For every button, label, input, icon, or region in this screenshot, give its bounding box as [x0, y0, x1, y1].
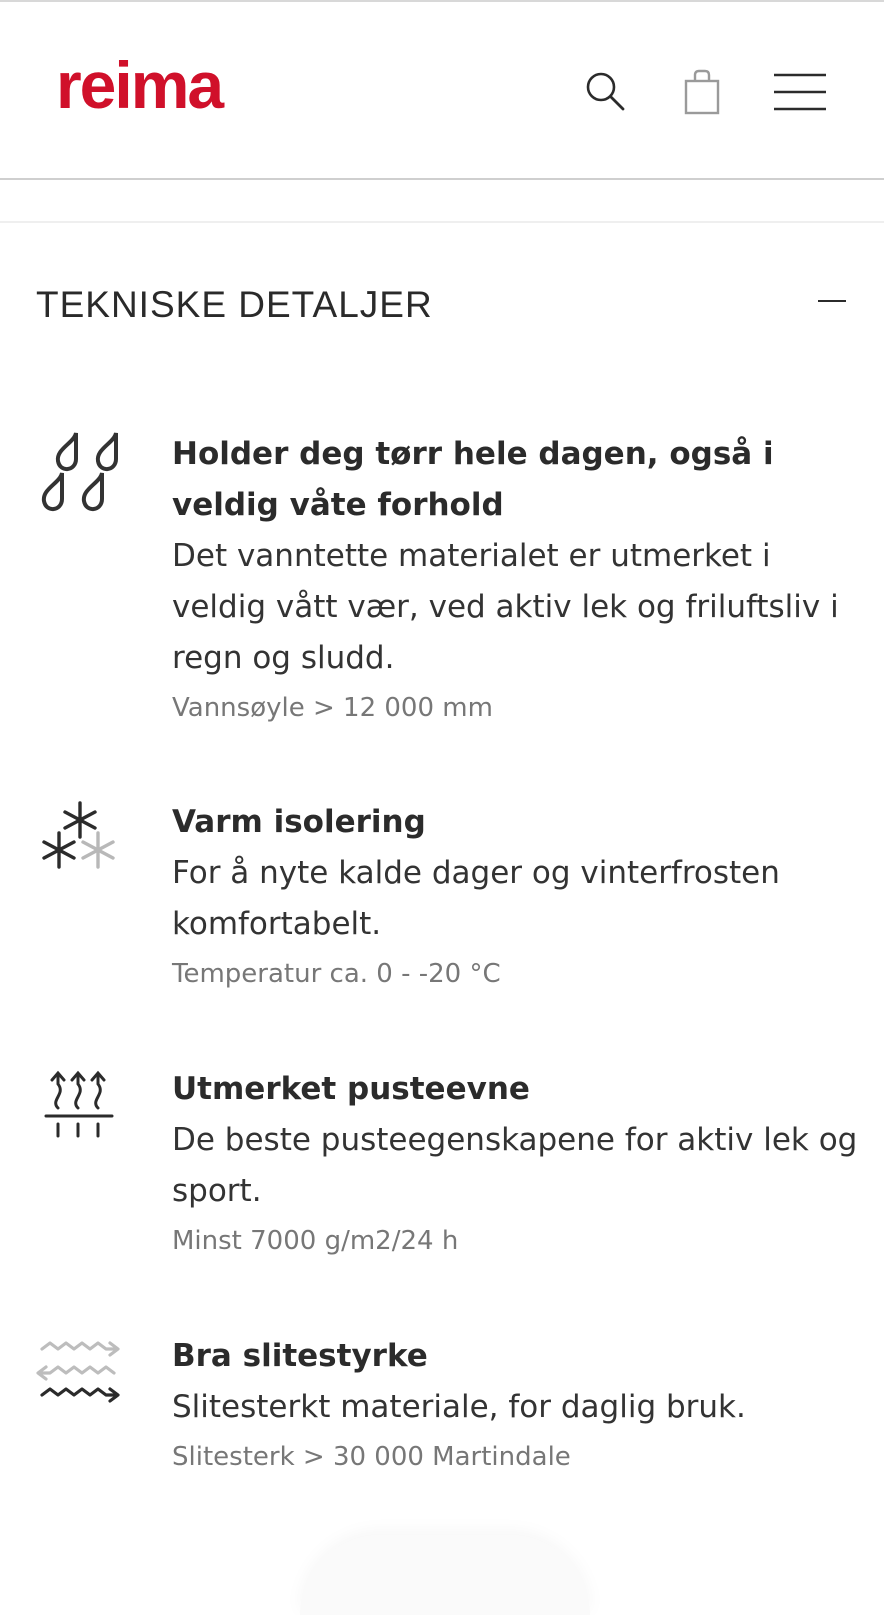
feature-text: [172, 797, 862, 996]
search-button[interactable]: [576, 62, 636, 122]
feature-title: Holder deg tørr hele dagen, også i veldig våte forhold: [172, 436, 774, 523]
divider: [0, 221, 884, 223]
snowflakes-icon: [36, 797, 128, 889]
raindrops-icon: [36, 429, 128, 521]
menu-button[interactable]: [770, 62, 830, 122]
feature-description: Det vanntette materialet er utmerket i veldig vått vær, ved aktiv lek og friluftsliv i regn og sludd.: [172, 538, 839, 676]
feature-text: [172, 1064, 862, 1263]
search-icon: [584, 70, 628, 114]
minus-icon: [818, 300, 846, 302]
section-title: TEKNISKE DETALJER: [36, 284, 433, 325]
feature-spec: Minst 7000 g/m2/24 h: [172, 1226, 459, 1256]
feature-spec: Temperatur ca. 0 - -20 °C: [172, 959, 501, 989]
feature-spec: Slitesterk > 30 000 Martindale: [172, 1442, 571, 1472]
shopping-bag-icon: [682, 68, 722, 116]
reima-logo[interactable]: reima: [56, 48, 223, 122]
feature-text: [172, 429, 862, 730]
feature-title: Bra slitestyrke: [172, 1338, 428, 1374]
shopping-bag-button[interactable]: [672, 62, 732, 122]
hamburger-menu-icon: [773, 72, 827, 112]
feature-description: Slitesterkt materiale, for daglig bruk.: [172, 1389, 746, 1425]
breathability-arrows-icon: [36, 1064, 128, 1156]
feature-spec: Vannsøyle > 12 000 mm: [172, 693, 493, 723]
feature-description: De beste pusteegenskapene for aktiv lek og sport.: [172, 1122, 858, 1209]
bottom-overlay: [300, 1535, 590, 1615]
wavy-arrows-icon: [36, 1331, 128, 1423]
feature-title: Varm isolering: [172, 804, 426, 840]
feature-description: For å nyte kalde dager og vinterfrosten komfortabelt.: [172, 855, 780, 942]
feature-text: [172, 1331, 862, 1479]
technical-details-toggle[interactable]: [0, 262, 884, 342]
feature-title: Utmerket pusteevne: [172, 1071, 530, 1107]
site-header: [0, 0, 884, 180]
